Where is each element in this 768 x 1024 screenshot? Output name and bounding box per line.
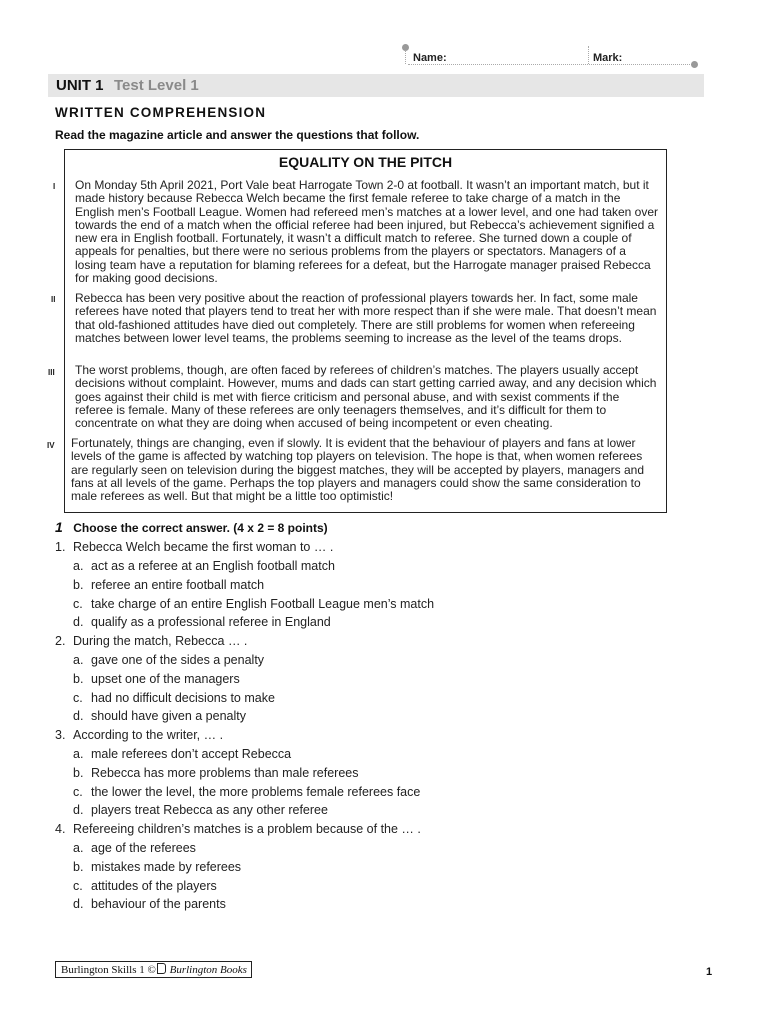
- article-title: EQUALITY ON THE PITCH: [278, 154, 453, 170]
- footer-copyright: [55, 961, 252, 978]
- article-paragraph: On Monday 5th April 2021, Port Vale beat Harrogate Town 2-0 at football. It wasn’t an important match, but it made history because Rebecca Welch became the first female referee to take charge of a match in the English men’s Football League. Women had refereed men’s matches at a lower level, and one had taken over towards the end of a match when the official referee had been injured, but Rebecca’s achievement signified a new era in English football. Fortunately, it wasn’t a difficult match to referee. She turned down a couple of appeals for penalties, but there were no serious problems from the players or spectators. Managers of a losing team have a reputation for blaming referees for a defeat, but the Harrogate manager praised Rebecca for making good decisions.: [75, 178, 659, 286]
- header-dot-right: [691, 61, 698, 68]
- question-stem: 3. According to the writer, … .: [55, 728, 224, 742]
- section-title: WRITTEN COMPREHENSION: [55, 105, 267, 120]
- answer-option[interactable]: c. the lower the level, the more problems female referees face: [73, 785, 421, 799]
- article-box: [64, 149, 667, 513]
- name-label: Name:: [413, 52, 447, 64]
- answer-option[interactable]: c. take charge of an entire English Football League men’s match: [73, 597, 435, 611]
- article-paragraph: The worst problems, though, are often faced by referees of children’s matches. The players usually accept decisions without complaint. However, mums and dads can start getting carried away, and any decision which goes against their child is met with fierce criticism and personal abuse, and with sexist comments if the referee is female. Many of these referees are only teenagers themselves, and it’s difficult for them to concentrate on what they are doing when accused of being incompetent or even cheating.: [75, 363, 657, 431]
- answer-option[interactable]: b. Rebecca has more problems than male referees: [73, 766, 359, 780]
- unit-title: UNIT 1: [56, 77, 104, 94]
- paragraph-numeral-1: I: [53, 182, 56, 191]
- test-level: Test Level 1: [114, 77, 199, 94]
- answer-option[interactable]: a. gave one of the sides a penalty: [73, 653, 265, 667]
- answer-option[interactable]: c. had no difficult decisions to make: [73, 691, 275, 705]
- answer-option[interactable]: b. mistakes made by referees: [73, 860, 242, 874]
- answer-option[interactable]: d. behaviour of the parents: [73, 897, 226, 911]
- answer-option[interactable]: d. players treat Rebecca as any other referee: [73, 803, 328, 817]
- answer-option[interactable]: c. attitudes of the players: [73, 879, 217, 893]
- exercise-title: Choose the correct answer. (4 x 2 = 8 points): [73, 521, 328, 535]
- answer-option[interactable]: a. age of the referees: [73, 841, 196, 855]
- unit-bar: [48, 74, 704, 97]
- answer-option[interactable]: b. upset one of the managers: [73, 672, 240, 686]
- answer-option[interactable]: d. qualify as a professional referee in England: [73, 615, 331, 629]
- article-paragraph: Fortunately, things are changing, even if slowly. It is evident that the behaviour of players and fans at lower levels of the game is affected by watching top players on television. The hope is that, when women referees are regularly seen on television during the biggest matches, they will be accepted by players, managers and fans at all levels of the game. Perhaps the top players and managers could show the same consideration to male referees as well. But that might be a little too optimistic!: [71, 436, 644, 504]
- paragraph-numeral-2: II: [51, 295, 56, 304]
- answer-option[interactable]: b. referee an entire football match: [73, 578, 265, 592]
- burlington-logo-icon: [157, 963, 166, 974]
- answer-option[interactable]: a. male referees don’t accept Rebecca: [73, 747, 292, 761]
- mark-label: Mark:: [593, 52, 623, 64]
- exercise-heading: [55, 519, 328, 537]
- header-underline: [408, 64, 692, 65]
- question-stem: 1. Rebecca Welch became the first woman to … .: [55, 540, 334, 554]
- question-stem: 2. During the match, Rebecca … .: [55, 634, 248, 648]
- footer-series: Burlington Skills 1 ©: [61, 964, 156, 976]
- paragraph-numeral-4: IV: [47, 441, 55, 450]
- page-number: 1: [706, 966, 713, 978]
- answer-option[interactable]: a. act as a referee at an English football match: [73, 559, 335, 573]
- article-paragraph: Rebecca has been very positive about the reaction of professional players towards her. In fact, some male referees have noted that players tend to treat her with more respect than if she were male. That doesn’t mean that old-fashioned attitudes have died out completely. There are still problems for women when refereeing matches between lower level teams, the problems seeming to increase as the level of the teams drops.: [75, 291, 657, 345]
- header-separator: [588, 46, 589, 64]
- name-mark-header: [402, 44, 698, 68]
- paragraph-numeral-3: III: [48, 368, 55, 377]
- header-vertical-rule: [405, 50, 406, 64]
- exercise-number: 1: [55, 519, 63, 535]
- answer-option[interactable]: d. should have given a penalty: [73, 709, 246, 723]
- question-stem: 4. Refereeing children’s matches is a problem because of the … .: [55, 822, 421, 836]
- instructions: Read the magazine article and answer the questions that follow.: [55, 128, 420, 142]
- footer-publisher: Burlington Books: [169, 964, 247, 976]
